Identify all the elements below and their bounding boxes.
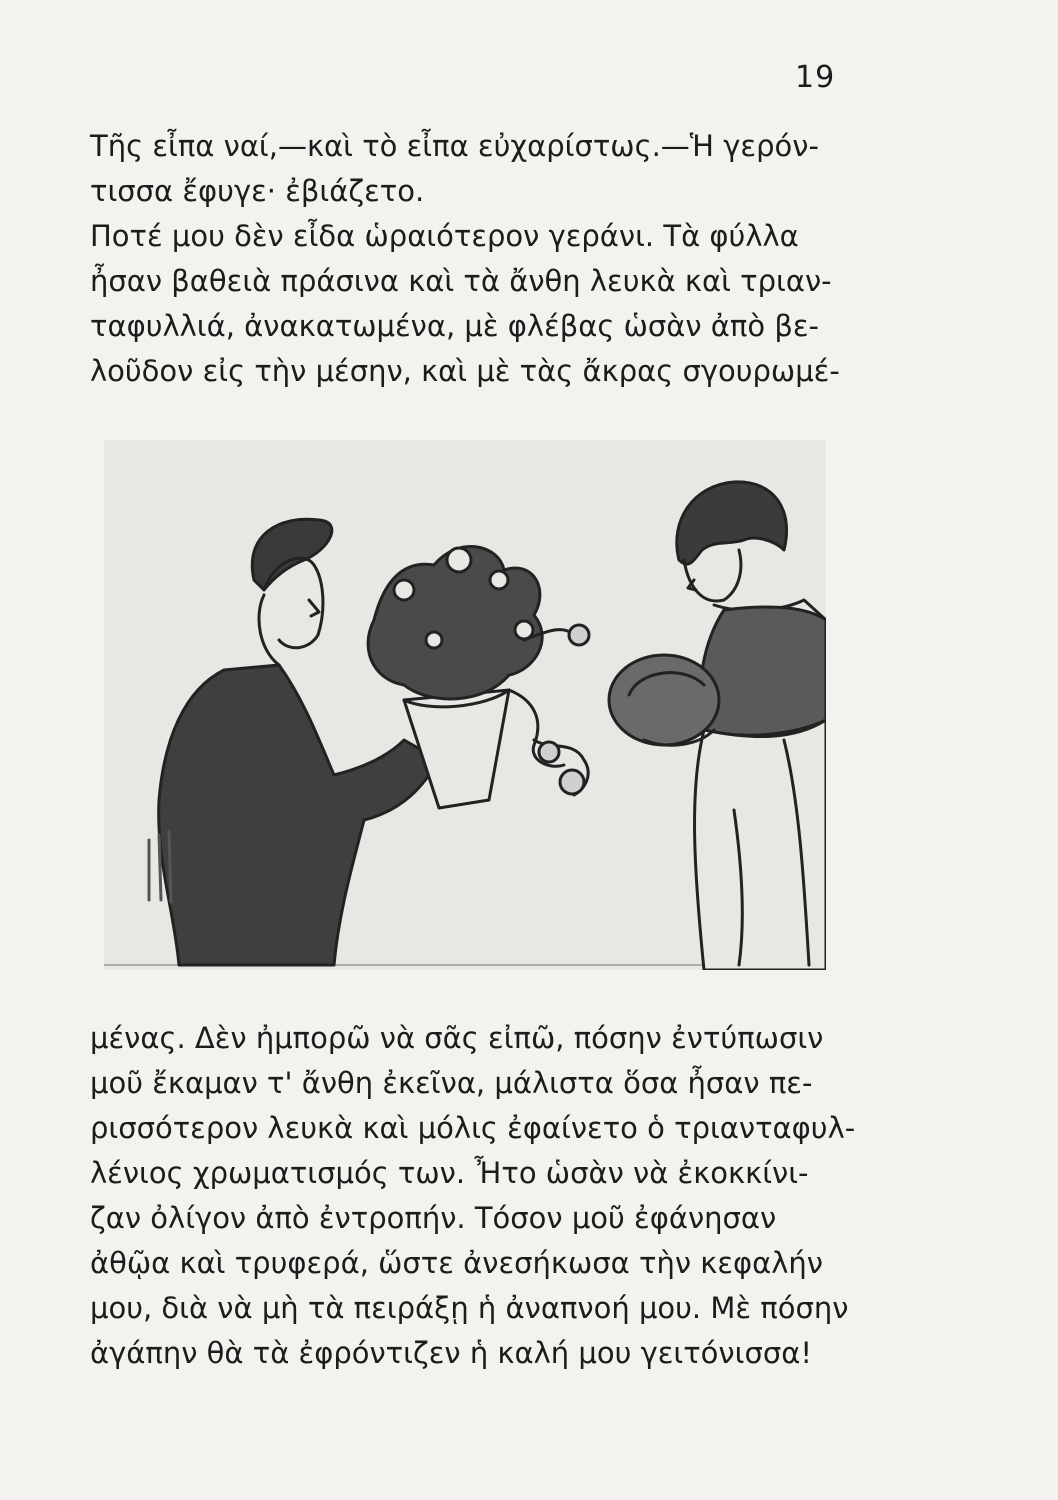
paragraph-1 — [90, 124, 880, 214]
text-line: ἦσαν βαθειὰ πράσινα καὶ τὰ ἄνθη λευκὰ καὶ τριαν- — [90, 264, 832, 298]
text-line: Τῆς εἶπα ναί,—καὶ τὸ εἶπα εὐχαρίστως.—Ἡ γερόν- — [90, 129, 819, 163]
text-line: ἀγάπην θὰ τὰ ἐφρόντιζεν ἡ καλή μου γειτόνισσα! — [90, 1336, 812, 1370]
page-number: 19 — [795, 60, 836, 95]
paragraph-3 — [90, 1016, 880, 1376]
text-line: ταφυλλιά, ἀνακατωμένα, μὲ φλέβας ὡσὰν ἀπὸ βε- — [90, 309, 819, 343]
bottom-text — [90, 1016, 880, 1376]
text-line: μοῦ ἔκαμαν τ' ἄνθη ἐκεῖνα, μάλιστα ὅσα ἦσαν πε- — [90, 1066, 813, 1100]
text-line: μένας. Δὲν ἠμπορῶ νὰ σᾶς εἰπῶ, πόσην ἐντύπωσιν — [90, 1021, 824, 1055]
illustration-two-women-with-geranium — [104, 440, 826, 970]
text-line: λοῦδον εἰς τὴν μέσην, καὶ μὲ τὰς ἄκρας σγουρωμέ- — [90, 354, 840, 388]
text-line: μου, διὰ νὰ μὴ τὰ πειράξῃ ἡ ἀναπνοή μου. Μὲ πόσην — [90, 1291, 849, 1325]
text-line: ζαν ὀλίγον ἀπὸ ἐντροπήν. Τόσον μοῦ ἐφάνησαν — [90, 1201, 777, 1235]
paragraph-2 — [90, 214, 880, 394]
text-line: Ποτέ μου δὲν εἶδα ὡραιότερον γεράνι. Τὰ φύλλα — [90, 219, 799, 253]
text-line: ἀθῷα καὶ τρυφερά, ὥστε ἀνεσήκωσα τὴν κεφαλήν — [90, 1246, 824, 1280]
text-line: λένιος χρωματισμός των. Ἦτο ὡσὰν νὰ ἐκοκκίνι- — [90, 1156, 809, 1190]
text-line: τισσα ἔφυγε· ἐβιάζετο. — [90, 174, 425, 208]
text-line: ρισσότερον λευκὰ καὶ μόλις ἐφαίνετο ὁ τριανταφυλ- — [90, 1111, 856, 1145]
top-text — [90, 124, 880, 394]
